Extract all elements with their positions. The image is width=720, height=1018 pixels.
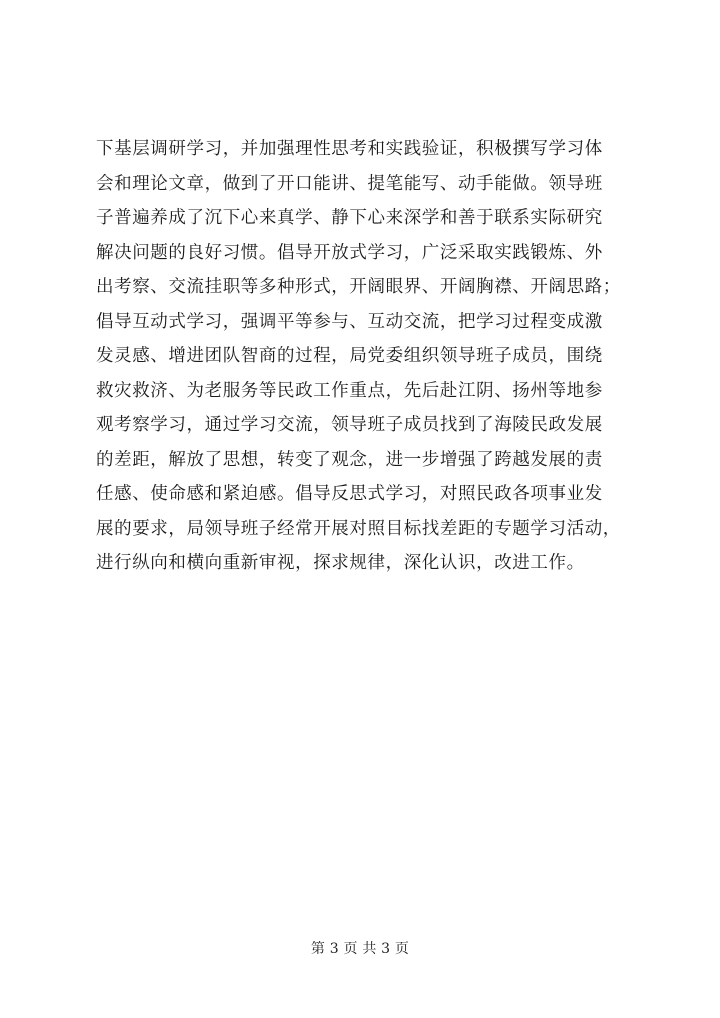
paragraph-line: 展的要求，局领导班子经常开展对照目标找差距的专题学习活动， xyxy=(96,518,621,539)
paragraph-line: 会和理论文章，做到了开口能讲、提笔能写、动手能做。领导班 xyxy=(96,173,603,194)
paragraph-line: 倡导互动式学习，强调平等参与、互动交流，把学习过程变成激 xyxy=(96,311,603,332)
paragraph-line: 出考察、交流挂职等多种形式，开阔眼界、开阔胸襟、开阔思路； xyxy=(96,277,621,297)
paragraph-line: 子普遍养成了沉下心来真学、静下心来深学和善于联系实际研究 xyxy=(96,208,603,228)
paragraph-line: 观考察学习，通过学习交流，领导班子成员找到了海陵民政发展 xyxy=(96,415,603,435)
paragraph-line: 的差距，解放了思想，转变了观念，进一步增强了跨越发展的责 xyxy=(96,449,603,470)
paragraph-line: 解决问题的良好习惯。倡导开放式学习，广泛采取实践锻炼、外 xyxy=(96,242,603,263)
body-paragraph xyxy=(96,132,656,581)
paragraph-line: 进行纵向和横向重新审视，探求规律，深化认识，改进工作。 xyxy=(96,553,585,573)
page-number-footer: 第 3 页 共 3 页 xyxy=(310,941,410,957)
paragraph-line: 救灾救济、为老服务等民政工作重点，先后赴江阴、扬州等地参 xyxy=(96,380,603,401)
paragraph-line: 任感、使命感和紧迫感。倡导反思式学习，对照民政各项事业发 xyxy=(96,484,603,504)
paragraph-line: 发灵感、增进团队智商的过程，局党委组织领导班子成员，围绕 xyxy=(96,346,603,366)
paragraph-line: 下基层调研学习，并加强理性思考和实践验证，积极撰写学习体 xyxy=(96,139,603,159)
